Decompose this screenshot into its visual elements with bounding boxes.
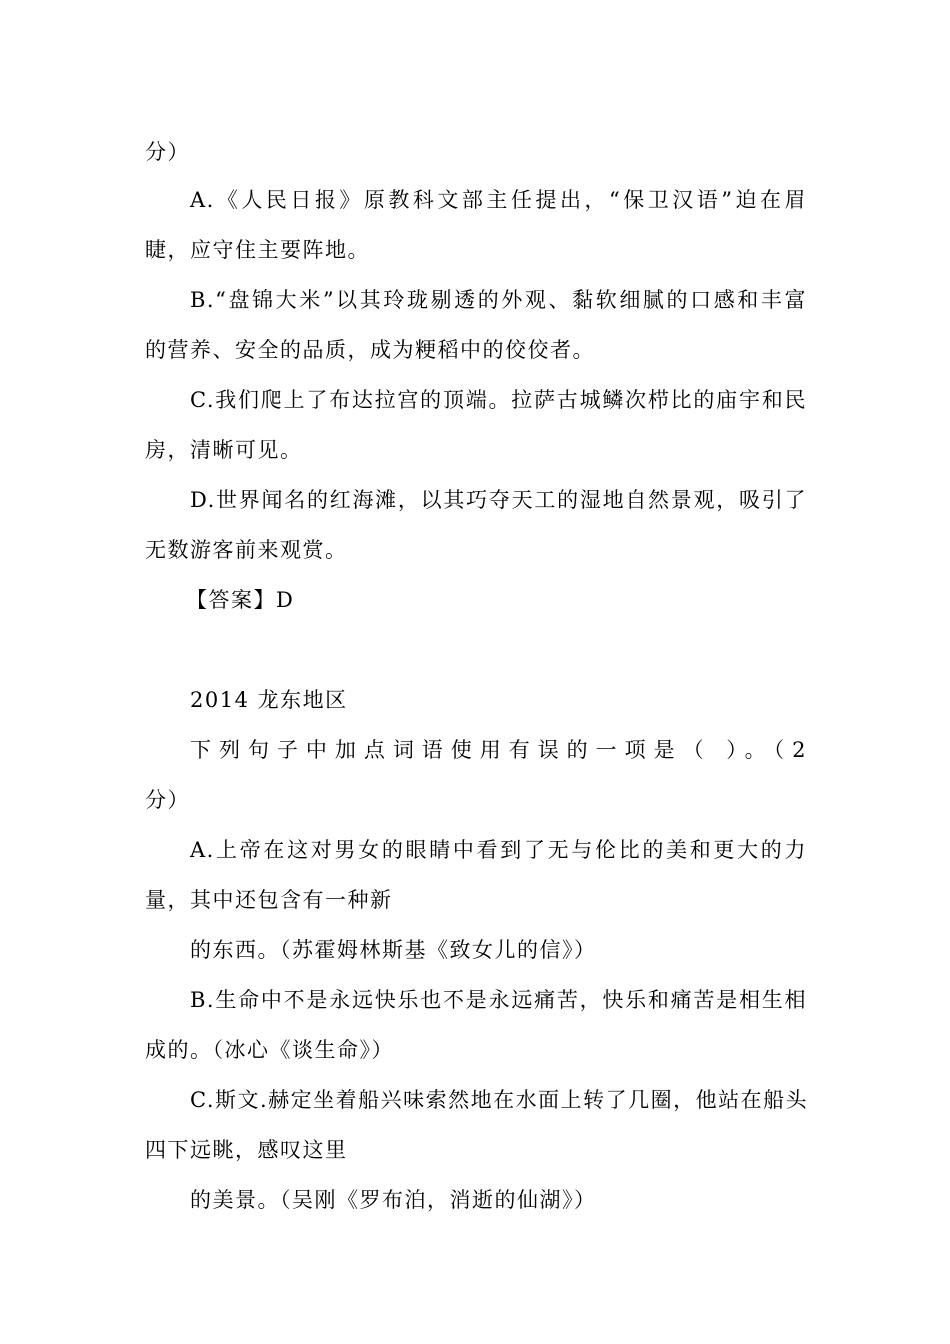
text-line: 无数游客前来观赏。 [145,538,348,562]
option-b-line: B.“盘锦大米”以其玲珑剔透的外观、黏软细腻的口感和丰富 [190,288,807,312]
text-line: 分） [145,140,190,164]
text-line: 成的。（冰心《谈生命》） [145,1038,394,1062]
option-a-line: A.《人民日报》原教科文部主任提出，“保卫汉语”迫在眉 [190,188,807,212]
option-a-line: A.上帝在这对男女的眼睛中看到了无与伦比的美和更大的力 [190,838,807,862]
text-line: 的东西。（苏霍姆林斯基《致女儿的信》） [190,938,597,962]
option-d-line: D.世界闻名的红海滩，以其巧夺天工的湿地自然景观，吸引了 [190,488,807,512]
text-line: 四下远眺，感叹这里 [145,1138,348,1162]
text-line: 的美景。（吴刚《罗布泊，消逝的仙湖》） [190,1188,597,1212]
question-line: 下列句子中加点词语使用有误的一项是（ ）。（2 [190,738,807,762]
answer-line: 【答案】D [186,588,295,612]
option-b-line: B.生命中不是永远快乐也不是永远痛苦，快乐和痛苦是相生相 [190,988,807,1012]
text-line: 睫，应守住主要阵地。 [145,238,370,262]
option-c-line: C.斯文.赫定坐着船兴味索然地在水面上转了几圈，他站在船头 [190,1088,809,1112]
text-line: 的营养、安全的品质，成为粳稻中的佼佼者。 [145,338,595,362]
option-c-line: C.我们爬上了布达拉宫的顶端。拉萨古城鳞次栉比的庙宇和民 [190,388,807,412]
section-heading: 2014 龙东地区 [190,688,348,712]
text-line: 房，清晰可见。 [145,438,303,462]
text-line: 量，其中还包含有一种新 [145,888,393,912]
text-line: 分） [145,788,190,812]
